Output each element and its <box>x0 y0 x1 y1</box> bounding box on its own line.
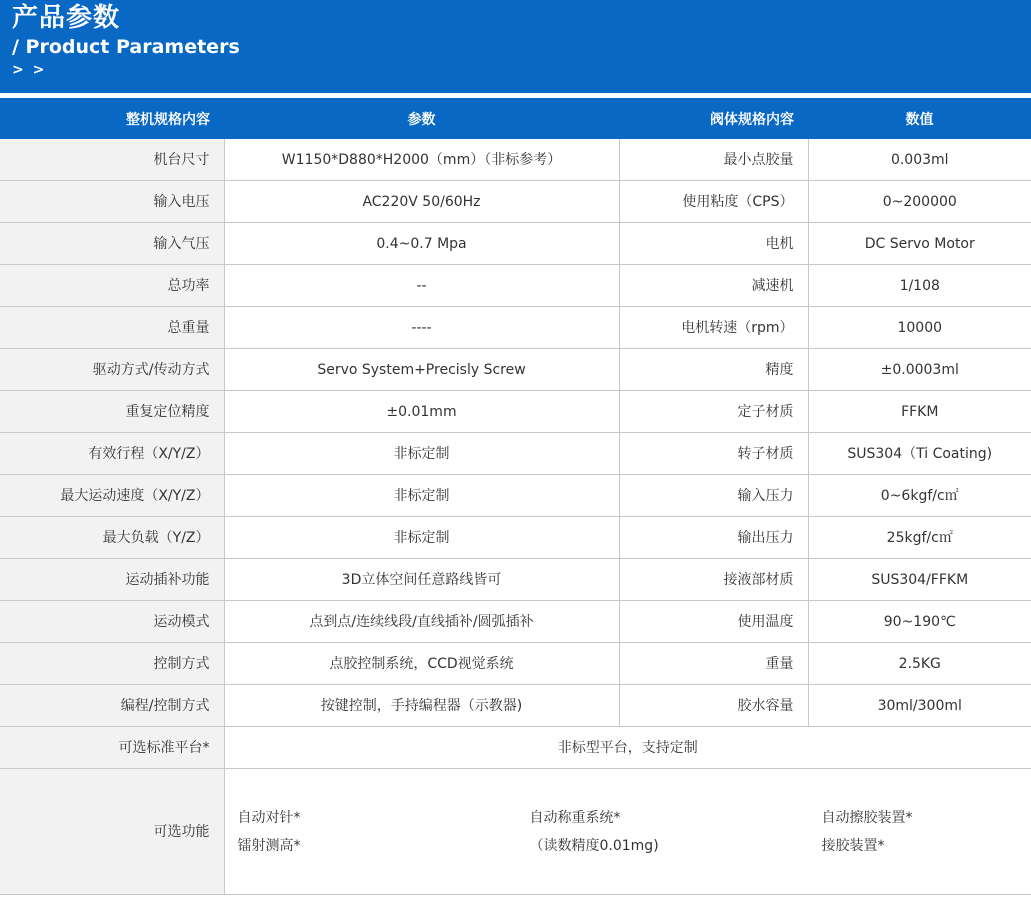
spec-value: 非标定制 <box>224 517 619 559</box>
valve-spec-value: 90~190℃ <box>808 601 1031 643</box>
header-banner <box>0 0 1031 93</box>
option-item: 镭射测高* <box>237 837 301 854</box>
valve-spec-label: 定子材质 <box>619 391 808 433</box>
spec-value: ±0.01mm <box>224 391 619 433</box>
valve-spec-value: 30ml/300ml <box>808 685 1031 727</box>
valve-spec-label: 电机转速（rpm） <box>619 307 808 349</box>
table-row <box>0 181 1031 223</box>
valve-spec-label: 转子材质 <box>619 433 808 475</box>
spec-label: 最大负载（Y/Z） <box>0 517 224 559</box>
spec-value: 非标定制 <box>224 475 619 517</box>
option-item: 自动称重系统* <box>529 809 621 826</box>
column-header: 整机规格内容 <box>0 98 224 139</box>
valve-spec-value: 10000 <box>808 307 1031 349</box>
options-row <box>0 769 1031 895</box>
valve-spec-label: 输入压力 <box>619 475 808 517</box>
table-row <box>0 559 1031 601</box>
spec-value: Servo System+Precisly Screw <box>224 349 619 391</box>
table-row <box>0 391 1031 433</box>
spec-value: AC220V 50/60Hz <box>224 181 619 223</box>
spec-label: 最大运动速度（X/Y/Z） <box>0 475 224 517</box>
spec-value: -- <box>224 265 619 307</box>
platform-value: 非标型平台，支持定制 <box>224 727 1031 769</box>
option-item: 自动对针* <box>237 809 301 826</box>
page-subtitle: / Product Parameters <box>12 36 240 58</box>
spec-label: 总重量 <box>0 307 224 349</box>
valve-spec-value: 0~200000 <box>808 181 1031 223</box>
page-title: 产品参数 <box>12 3 121 33</box>
valve-spec-value: SUS304（Ti Coating) <box>808 433 1031 475</box>
table-header-row <box>0 98 1031 139</box>
spec-label: 输入气压 <box>0 223 224 265</box>
table-row <box>0 433 1031 475</box>
spec-label: 驱动方式/传动方式 <box>0 349 224 391</box>
valve-spec-value: 2.5KG <box>808 643 1031 685</box>
spec-value: ---- <box>224 307 619 349</box>
column-header: 阀体规格内容 <box>619 98 808 139</box>
valve-spec-label: 输出压力 <box>619 517 808 559</box>
table-row <box>0 139 1031 181</box>
valve-spec-label: 最小点胶量 <box>619 139 808 181</box>
valve-spec-label: 精度 <box>619 349 808 391</box>
table-row <box>0 601 1031 643</box>
double-chevron-icon: > > <box>12 62 47 78</box>
valve-spec-value: 0.003ml <box>808 139 1031 181</box>
valve-spec-label: 胶水容量 <box>619 685 808 727</box>
spec-label: 运动插补功能 <box>0 559 224 601</box>
table-row <box>0 223 1031 265</box>
spec-value: 按键控制，手持编程器（示教器) <box>224 685 619 727</box>
valve-spec-label: 使用粘度（CPS） <box>619 181 808 223</box>
spec-value: W1150*D880*H2000（mm）（非标参考） <box>224 139 619 181</box>
spec-label: 总功率 <box>0 265 224 307</box>
options-cell <box>224 769 1031 895</box>
spec-label: 重复定位精度 <box>0 391 224 433</box>
valve-spec-value: ±0.0003ml <box>808 349 1031 391</box>
valve-spec-label: 电机 <box>619 223 808 265</box>
valve-spec-value: 25kgf/c㎡ <box>808 517 1031 559</box>
valve-spec-value: 0~6kgf/c㎡ <box>808 475 1031 517</box>
valve-spec-label: 使用温度 <box>619 601 808 643</box>
valve-spec-value: DC Servo Motor <box>808 223 1031 265</box>
column-header: 数值 <box>808 98 1031 139</box>
option-item: （读数精度0.01mg) <box>529 837 659 854</box>
parameters-table <box>0 98 1031 895</box>
options-grid <box>225 808 1031 856</box>
spec-label: 机台尺寸 <box>0 139 224 181</box>
table-row <box>0 517 1031 559</box>
option-item: 接胶装置* <box>821 837 885 854</box>
spec-value: 0.4~0.7 Mpa <box>224 223 619 265</box>
spec-value: 非标定制 <box>224 433 619 475</box>
column-header: 参数 <box>224 98 619 139</box>
platform-row <box>0 727 1031 769</box>
table-row <box>0 475 1031 517</box>
valve-spec-value: FFKM <box>808 391 1031 433</box>
valve-spec-value: SUS304/FFKM <box>808 559 1031 601</box>
valve-spec-label: 减速机 <box>619 265 808 307</box>
spec-label: 编程/控制方式 <box>0 685 224 727</box>
valve-spec-label: 重量 <box>619 643 808 685</box>
options-label: 可选功能 <box>0 769 224 895</box>
table-row <box>0 307 1031 349</box>
spec-label: 控制方式 <box>0 643 224 685</box>
valve-spec-value: 1/108 <box>808 265 1031 307</box>
table-row <box>0 685 1031 727</box>
table-row <box>0 643 1031 685</box>
valve-spec-label: 接液部材质 <box>619 559 808 601</box>
spec-value: 点胶控制系统，CCD视觉系统 <box>224 643 619 685</box>
spec-label: 运动模式 <box>0 601 224 643</box>
table-row <box>0 349 1031 391</box>
table-row <box>0 265 1031 307</box>
spec-value: 3D立体空间任意路线皆可 <box>224 559 619 601</box>
platform-label: 可选标准平台* <box>0 727 224 769</box>
spec-value: 点到点/连续线段/直线插补/圆弧插补 <box>224 601 619 643</box>
spec-label: 有效行程（X/Y/Z） <box>0 433 224 475</box>
option-item: 自动擦胶装置* <box>821 809 913 826</box>
spec-label: 输入电压 <box>0 181 224 223</box>
